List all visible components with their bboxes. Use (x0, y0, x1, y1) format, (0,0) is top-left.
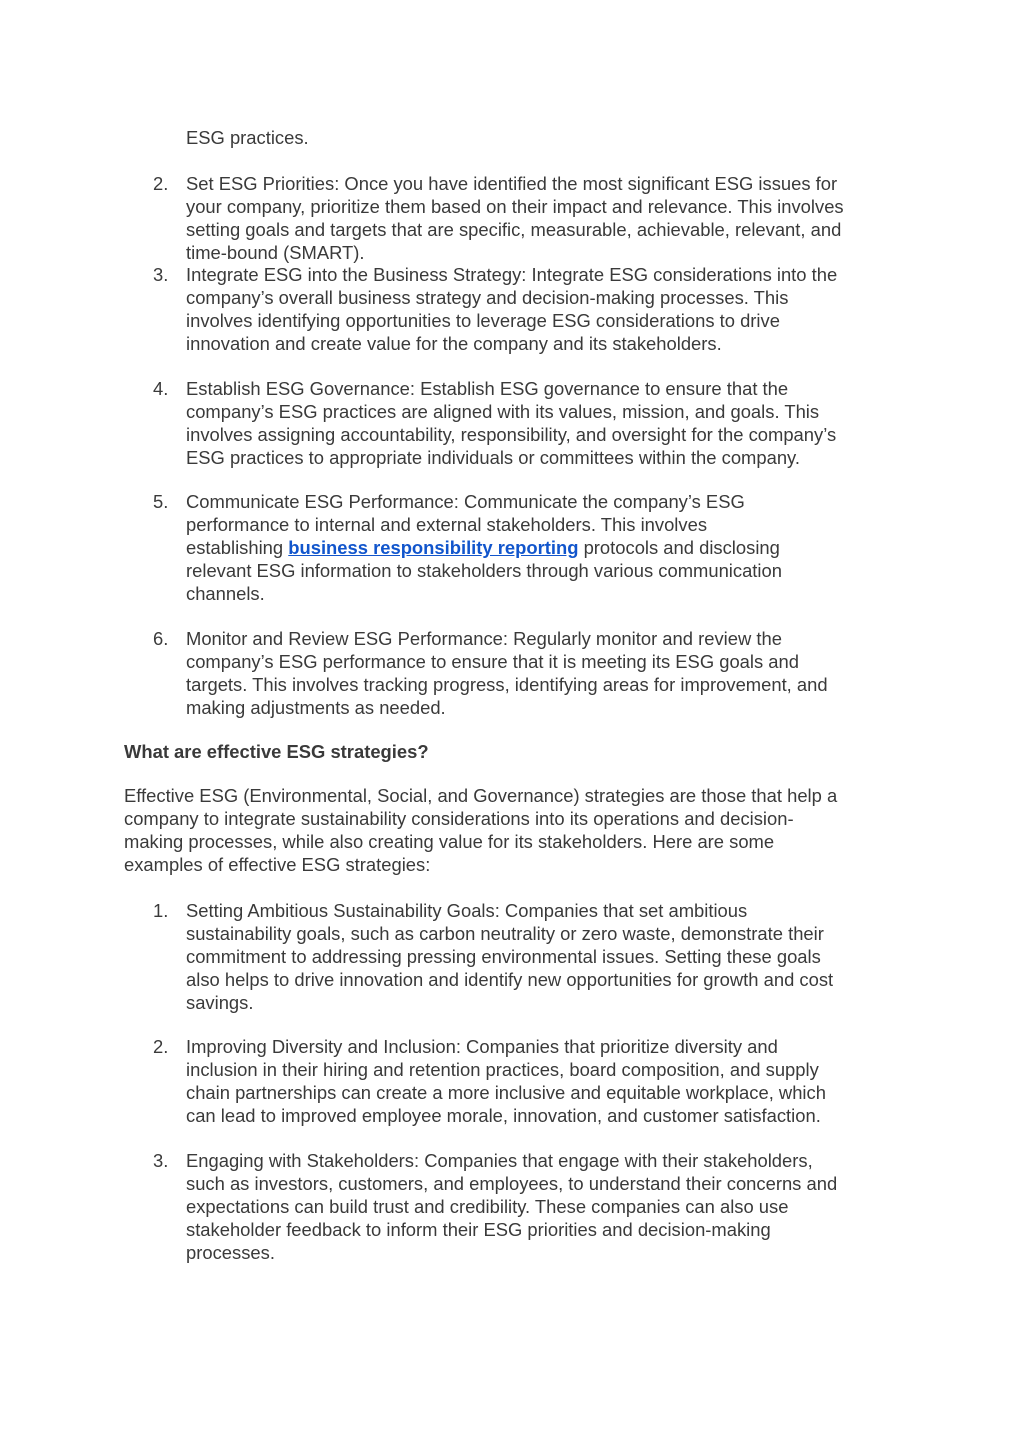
list-item-line: company’s ESG performance to ensure that it is meeting its ESG goals and (186, 651, 799, 672)
list-item-number: 4. (153, 378, 169, 399)
list-item-line: time-bound (SMART). (186, 242, 365, 263)
list-item-line: innovation and create value for the company and its stakeholders. (186, 333, 722, 354)
list-item-line: expectations can build trust and credibility. These companies can also use (186, 1196, 789, 1217)
list-item-line: relevant ESG information to stakeholders through various communication (186, 560, 782, 581)
link-line-after: protocols and disclosing (578, 537, 780, 558)
list-item-line: Communicate ESG Performance: Communicate the company’s ESG (186, 491, 745, 512)
list-item-line: channels. (186, 583, 265, 604)
list-item-number: 6. (153, 628, 169, 649)
list-item-line-with-link (186, 536, 780, 559)
business-responsibility-reporting-link[interactable]: business responsibility reporting (288, 537, 579, 558)
list-item-line: Engaging with Stakeholders: Companies that engage with their stakeholders, (186, 1150, 813, 1171)
paragraph-line: making processes, while also creating value for its stakeholders. Here are some (124, 831, 775, 852)
list-item-line: involves assigning accountability, responsibility, and oversight for the company’s (186, 424, 837, 445)
list-item-line: chain partnerships can create a more inclusive and equitable workplace, which (186, 1082, 826, 1103)
list-item-line: making adjustments as needed. (186, 697, 446, 718)
list-item-line: your company, prioritize them based on their impact and relevance. This involves (186, 196, 844, 217)
list-item-line: company’s ESG practices are aligned with its values, mission, and goals. This (186, 401, 820, 422)
list-item-line: involves identifying opportunities to leverage ESG considerations to drive (186, 310, 780, 331)
list-item-line: processes. (186, 1242, 275, 1263)
list-item-line: also helps to drive innovation and identify new opportunities for growth and cost (186, 969, 834, 990)
list-item-number: 2. (153, 1036, 169, 1057)
list-item-line: sustainability goals, such as carbon neutrality or zero waste, demonstrate their (186, 923, 824, 944)
list-item-line: ESG practices to appropriate individuals or committees within the company. (186, 447, 800, 468)
list-item-line: can lead to improved employee morale, innovation, and customer satisfaction. (186, 1105, 821, 1126)
list-item-line: Establish ESG Governance: Establish ESG governance to ensure that the (186, 378, 789, 399)
list-item-number: 2. (153, 173, 169, 194)
list-item-line: targets. This involves tracking progress, identifying areas for improvement, and (186, 674, 828, 695)
list-item-line: Monitor and Review ESG Performance: Regularly monitor and review the (186, 628, 782, 649)
continuation-text: ESG practices. (186, 127, 309, 148)
list-item-number: 3. (153, 1150, 169, 1171)
list-item-line: Set ESG Priorities: Once you have identified the most significant ESG issues for (186, 173, 838, 194)
paragraph-line: Effective ESG (Environmental, Social, and Governance) strategies are those that help a (124, 785, 838, 806)
list-item-number: 1. (153, 900, 169, 921)
list-item-line: inclusion in their hiring and retention practices, board composition, and supply (186, 1059, 819, 1080)
list-item-line: company’s overall business strategy and decision-making processes. This (186, 287, 789, 308)
list-item-line: savings. (186, 992, 254, 1013)
list-item-line: such as investors, customers, and employees, to understand their concerns and (186, 1173, 838, 1194)
list-item-line: stakeholder feedback to inform their ESG priorities and decision-making (186, 1219, 771, 1240)
list-item-number: 3. (153, 264, 169, 285)
paragraph-line: examples of effective ESG strategies: (124, 854, 431, 875)
list-item-line: Improving Diversity and Inclusion: Companies that prioritize diversity and (186, 1036, 778, 1057)
list-item-line: Setting Ambitious Sustainability Goals: Companies that set ambitious (186, 900, 748, 921)
list-item-number: 5. (153, 491, 169, 512)
link-line-before: establishing (186, 537, 289, 558)
list-item-line: commitment to addressing pressing environmental issues. Setting these goals (186, 946, 821, 967)
list-item-line: Integrate ESG into the Business Strategy: Integrate ESG considerations into the (186, 264, 838, 285)
list-item-line: setting goals and targets that are specific, measurable, achievable, relevant, and (186, 219, 842, 240)
paragraph-line: company to integrate sustainability considerations into its operations and decision- (124, 808, 794, 829)
section-heading: What are effective ESG strategies? (124, 741, 429, 762)
list-item-line: performance to internal and external stakeholders. This involves (186, 514, 708, 535)
